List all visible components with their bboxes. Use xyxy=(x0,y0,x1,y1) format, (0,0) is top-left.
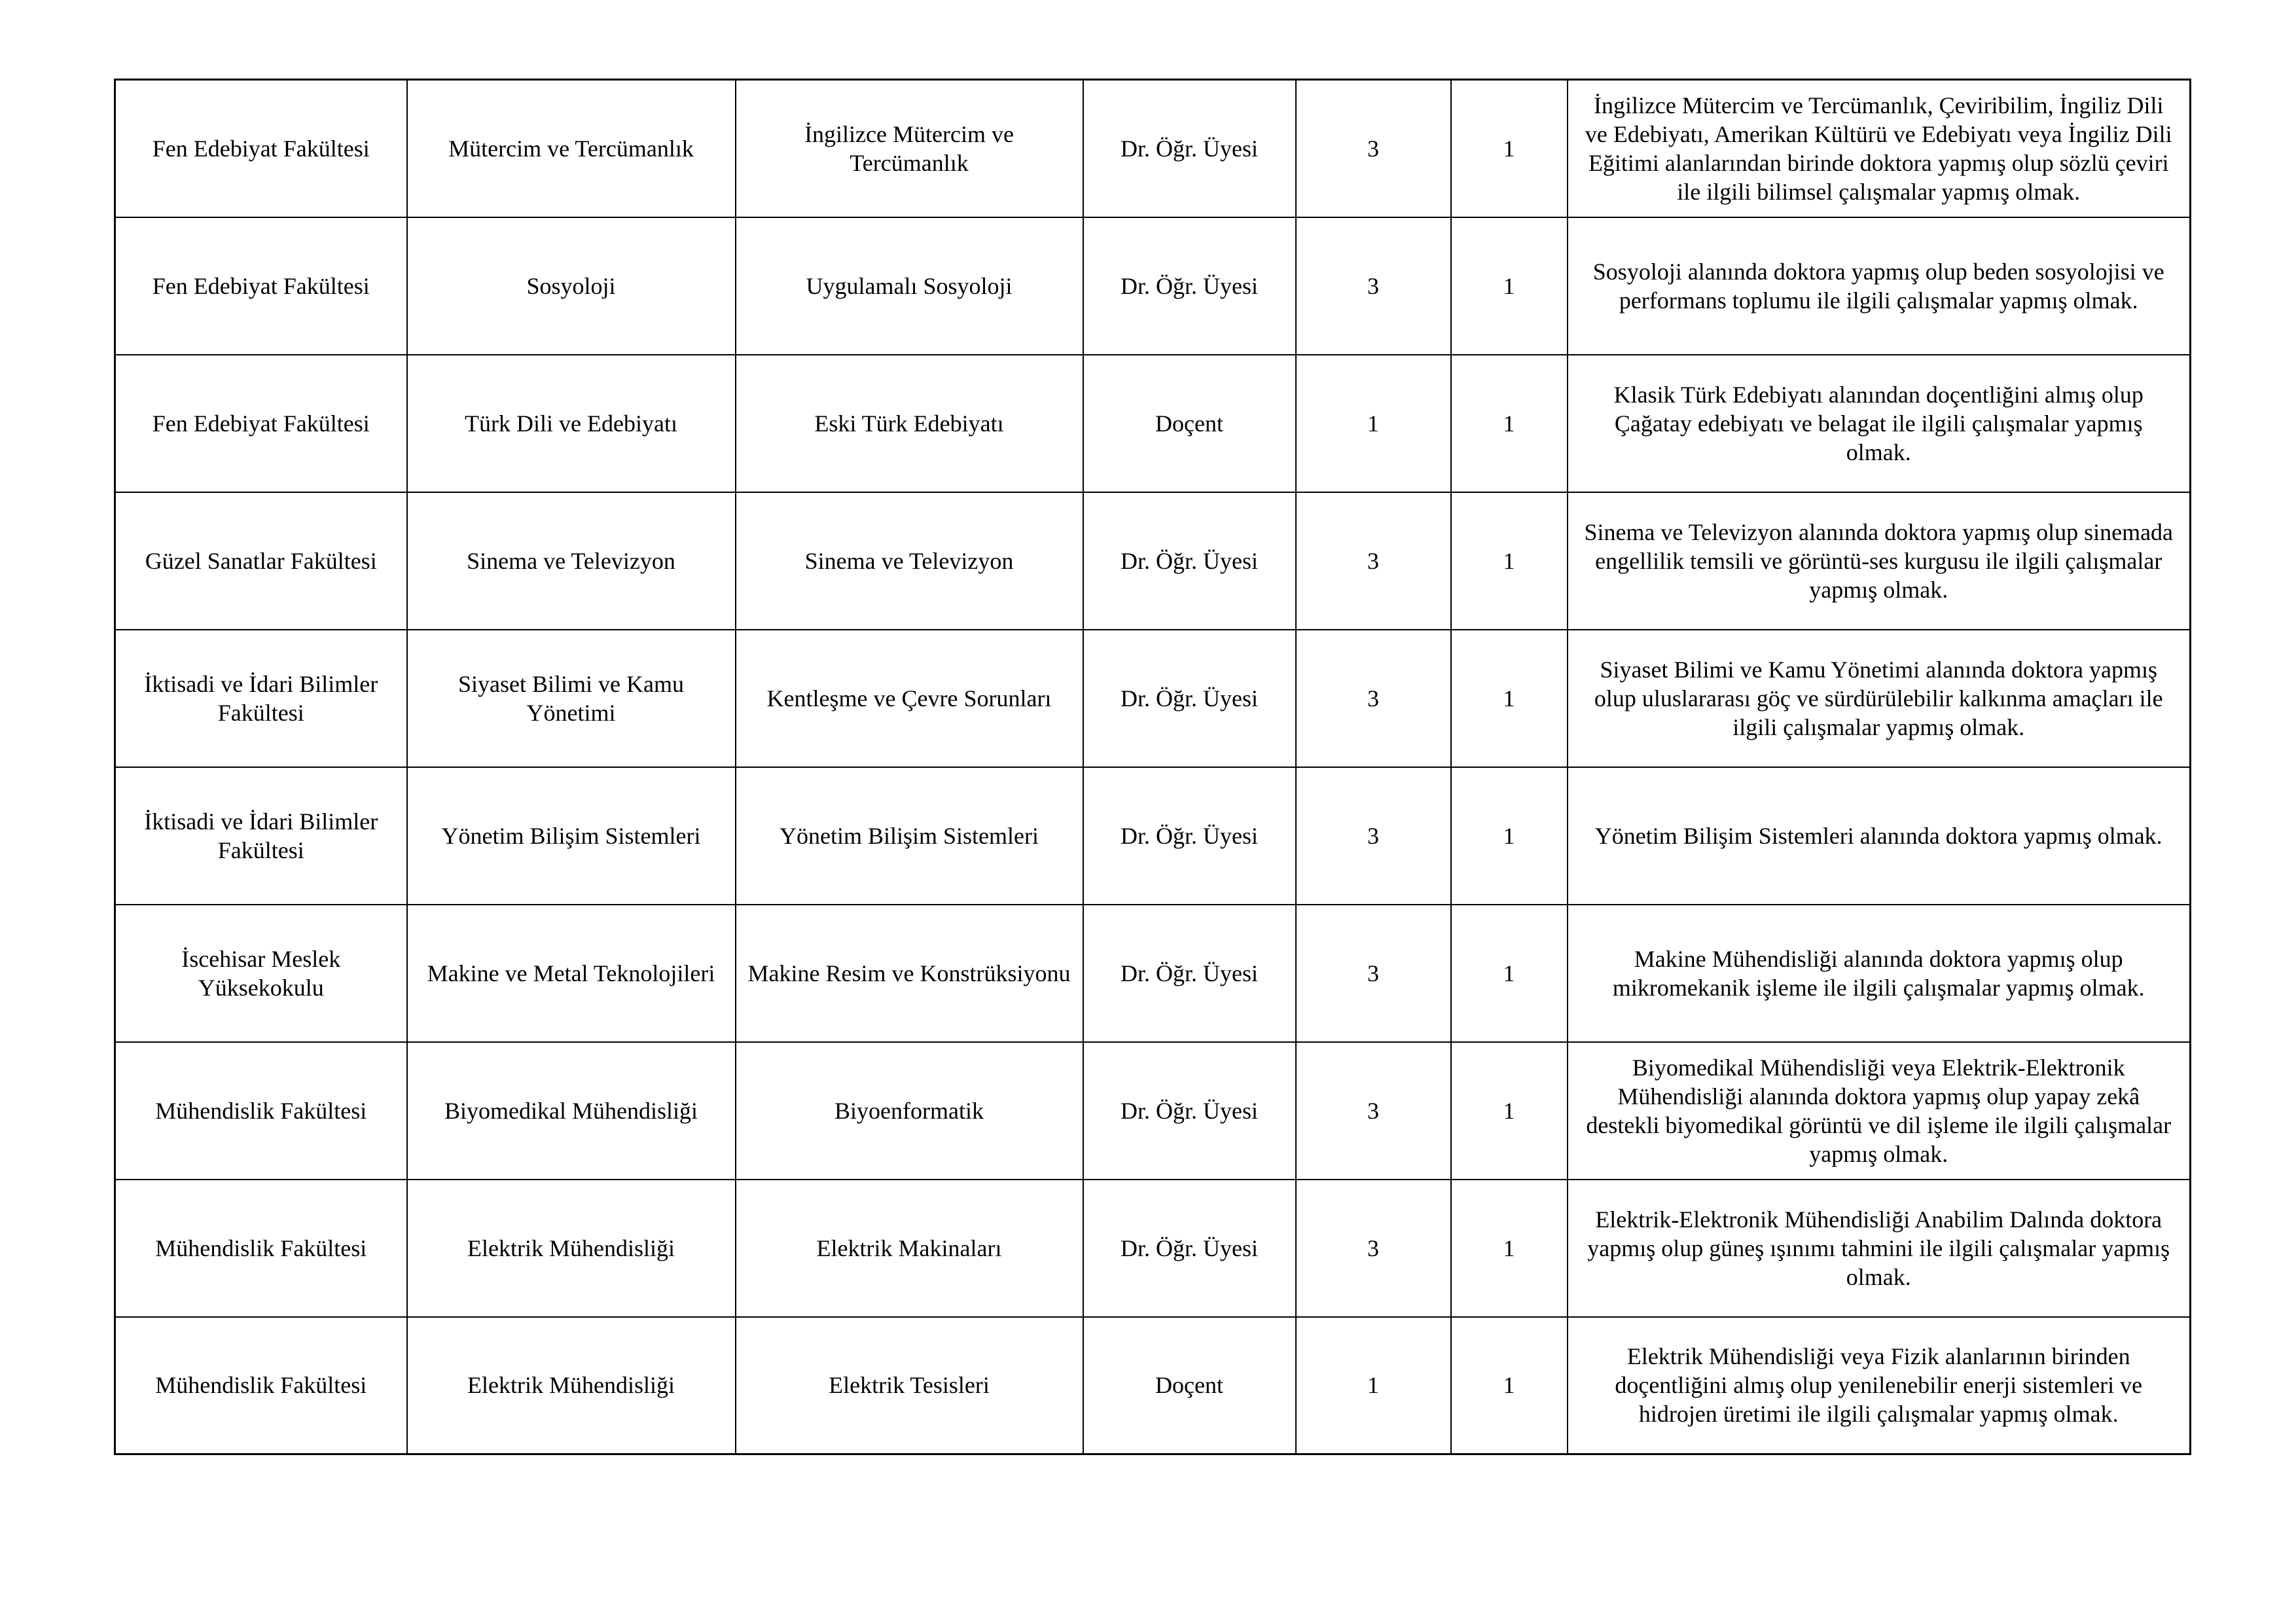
program-cell: Uygulamalı Sosyoloji xyxy=(736,217,1083,355)
count-cell: 1 xyxy=(1451,217,1568,355)
positions-table xyxy=(114,79,2191,1455)
program-cell: Elektrik Tesisleri xyxy=(736,1317,1083,1454)
count-cell: 1 xyxy=(1451,1180,1568,1317)
department-cell: Makine ve Metal Teknolojileri xyxy=(407,905,736,1042)
department-cell: Elektrik Mühendisliği xyxy=(407,1317,736,1454)
count-cell: 1 xyxy=(1451,630,1568,767)
title-cell: Dr. Öğr. Üyesi xyxy=(1083,767,1296,905)
count-cell: 1 xyxy=(1451,80,1568,217)
requirement-cell: Elektrik-Elektronik Mühendisliği Anabilim Dalında doktora yapmış olup güneş ışınımı tahmini ile ilgili çalışmalar yapmış olmak. xyxy=(1568,1180,2191,1317)
requirement-cell: Makine Mühendisliği alanında doktora yapmış olup mikromekanik işleme ile ilgili çalışmalar yapmış olmak. xyxy=(1568,905,2191,1042)
table-row xyxy=(115,905,2191,1042)
title-cell: Dr. Öğr. Üyesi xyxy=(1083,80,1296,217)
count-cell: 1 xyxy=(1451,492,1568,630)
department-cell: Siyaset Bilimi ve Kamu Yönetimi xyxy=(407,630,736,767)
count-cell: 1 xyxy=(1451,905,1568,1042)
department-cell: Türk Dili ve Edebiyatı xyxy=(407,355,736,492)
program-cell: Sinema ve Televizyon xyxy=(736,492,1083,630)
degree-cell: 3 xyxy=(1296,630,1451,767)
faculty-cell: Mühendislik Fakültesi xyxy=(115,1180,407,1317)
title-cell: Dr. Öğr. Üyesi xyxy=(1083,217,1296,355)
degree-cell: 3 xyxy=(1296,492,1451,630)
table-row xyxy=(115,767,2191,905)
requirement-cell: Sinema ve Televizyon alanında doktora yapmış olup sinemada engellilik temsili ve görüntü-ses kurgusu ile ilgili çalışmalar yapmış olmak. xyxy=(1568,492,2191,630)
faculty-cell: Mühendislik Fakültesi xyxy=(115,1317,407,1454)
title-cell: Doçent xyxy=(1083,355,1296,492)
table-row xyxy=(115,1180,2191,1317)
requirement-cell: Siyaset Bilimi ve Kamu Yönetimi alanında doktora yapmış olup uluslararası göç ve sürdürülebilir kalkınma amaçları ile ilgili çalışmalar yapmış olmak. xyxy=(1568,630,2191,767)
count-cell: 1 xyxy=(1451,1317,1568,1454)
title-cell: Doçent xyxy=(1083,1317,1296,1454)
table-row xyxy=(115,492,2191,630)
title-cell: Dr. Öğr. Üyesi xyxy=(1083,630,1296,767)
positions-table-body xyxy=(115,80,2191,1454)
degree-cell: 3 xyxy=(1296,217,1451,355)
program-cell: Kentleşme ve Çevre Sorunları xyxy=(736,630,1083,767)
faculty-cell: İscehisar Meslek Yüksekokulu xyxy=(115,905,407,1042)
faculty-cell: Fen Edebiyat Fakültesi xyxy=(115,355,407,492)
requirement-cell: Yönetim Bilişim Sistemleri alanında doktora yapmış olmak. xyxy=(1568,767,2191,905)
faculty-cell: Mühendislik Fakültesi xyxy=(115,1042,407,1180)
faculty-cell: Güzel Sanatlar Fakültesi xyxy=(115,492,407,630)
requirement-cell: Biyomedikal Mühendisliği veya Elektrik-Elektronik Mühendisliği alanında doktora yapmış olup yapay zekâ destekli biyomedikal görüntü ve dil işleme ile ilgili çalışmalar yapmış olmak. xyxy=(1568,1042,2191,1180)
count-cell: 1 xyxy=(1451,1042,1568,1180)
degree-cell: 3 xyxy=(1296,1042,1451,1180)
department-cell: Mütercim ve Tercümanlık xyxy=(407,80,736,217)
program-cell: Biyoenformatik xyxy=(736,1042,1083,1180)
department-cell: Sosyoloji xyxy=(407,217,736,355)
count-cell: 1 xyxy=(1451,355,1568,492)
faculty-cell: Fen Edebiyat Fakültesi xyxy=(115,217,407,355)
requirement-cell: Klasik Türk Edebiyatı alanından doçentliğini almış olup Çağatay edebiyatı ve belagat ile ilgili çalışmalar yapmış olmak. xyxy=(1568,355,2191,492)
degree-cell: 3 xyxy=(1296,1180,1451,1317)
requirement-cell: Elektrik Mühendisliği veya Fizik alanlarının birinden doçentliğini almış olup yenilenebilir enerji sistemleri ve hidrojen üretimi ile ilgili çalışmalar yapmış olmak. xyxy=(1568,1317,2191,1454)
program-cell: Elektrik Makinaları xyxy=(736,1180,1083,1317)
count-cell: 1 xyxy=(1451,767,1568,905)
table-row xyxy=(115,217,2191,355)
table-row xyxy=(115,630,2191,767)
program-cell: İngilizce Mütercim ve Tercümanlık xyxy=(736,80,1083,217)
degree-cell: 3 xyxy=(1296,80,1451,217)
faculty-cell: Fen Edebiyat Fakültesi xyxy=(115,80,407,217)
table-row xyxy=(115,1317,2191,1454)
title-cell: Dr. Öğr. Üyesi xyxy=(1083,1042,1296,1180)
department-cell: Yönetim Bilişim Sistemleri xyxy=(407,767,736,905)
degree-cell: 3 xyxy=(1296,767,1451,905)
department-cell: Sinema ve Televizyon xyxy=(407,492,736,630)
program-cell: Eski Türk Edebiyatı xyxy=(736,355,1083,492)
title-cell: Dr. Öğr. Üyesi xyxy=(1083,492,1296,630)
faculty-cell: İktisadi ve İdari Bilimler Fakültesi xyxy=(115,630,407,767)
program-cell: Makine Resim ve Konstrüksiyonu xyxy=(736,905,1083,1042)
table-row xyxy=(115,80,2191,217)
degree-cell: 1 xyxy=(1296,1317,1451,1454)
department-cell: Elektrik Mühendisliği xyxy=(407,1180,736,1317)
requirement-cell: Sosyoloji alanında doktora yapmış olup beden sosyolojisi ve performans toplumu ile ilgili çalışmalar yapmış olmak. xyxy=(1568,217,2191,355)
table-row xyxy=(115,355,2191,492)
table-row xyxy=(115,1042,2191,1180)
faculty-cell: İktisadi ve İdari Bilimler Fakültesi xyxy=(115,767,407,905)
title-cell: Dr. Öğr. Üyesi xyxy=(1083,905,1296,1042)
title-cell: Dr. Öğr. Üyesi xyxy=(1083,1180,1296,1317)
degree-cell: 3 xyxy=(1296,905,1451,1042)
requirement-cell: İngilizce Mütercim ve Tercümanlık, Çeviribilim, İngiliz Dili ve Edebiyatı, Amerikan Kültürü ve Edebiyatı veya İngiliz Dili Eğitimi alanlarından birinde doktora yapmış olup sözlü çeviri ile ilgili bilimsel çalışmalar yapmış olmak. xyxy=(1568,80,2191,217)
degree-cell: 1 xyxy=(1296,355,1451,492)
department-cell: Biyomedikal Mühendisliği xyxy=(407,1042,736,1180)
program-cell: Yönetim Bilişim Sistemleri xyxy=(736,767,1083,905)
